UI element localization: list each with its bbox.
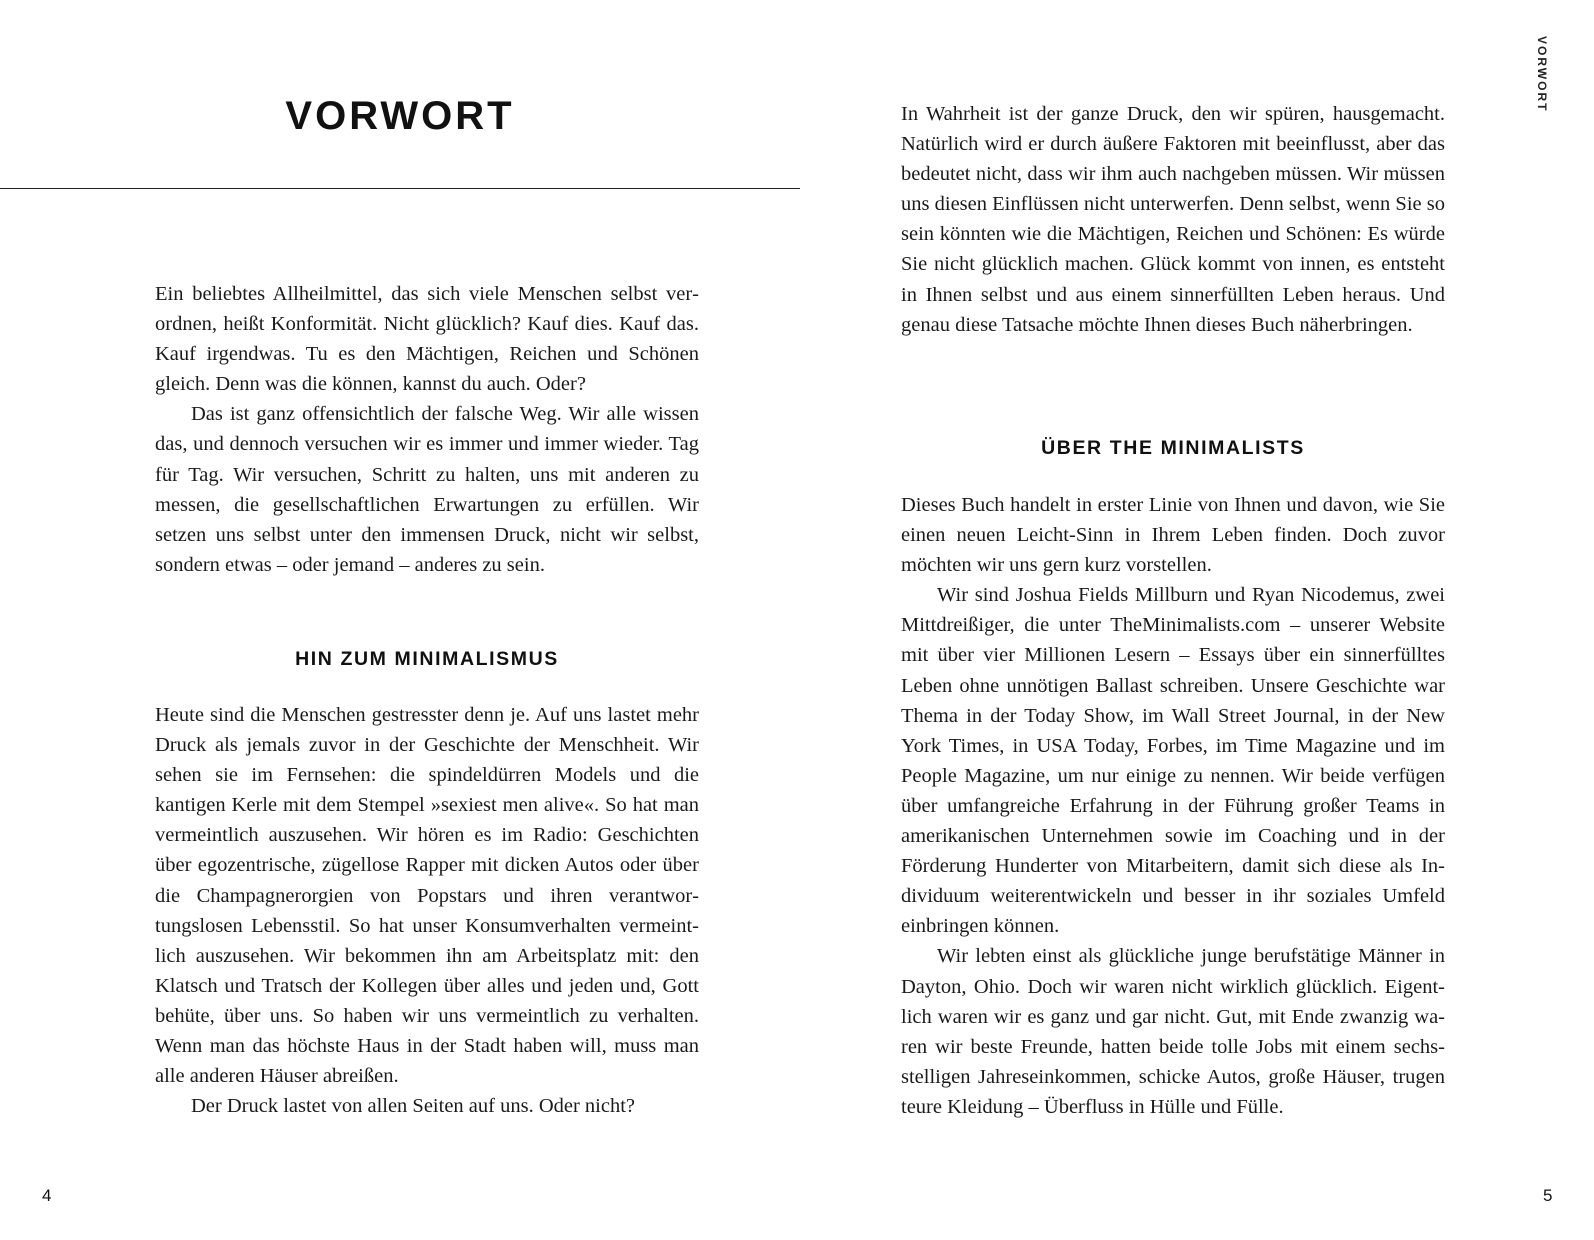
page-number-left: 4	[42, 1186, 52, 1205]
section-heading-minimalismus: HIN ZUM MINIMALISMUS	[295, 648, 559, 670]
chapter-title: VORWORT	[285, 94, 515, 138]
page-number-right: 5	[1543, 1186, 1553, 1205]
right-section-text	[901, 490, 1445, 1122]
paragraph: Ein beliebtes Allheilmittel, das sich viele Menschen selbst verordnen, heißt Konformität. Nicht glücklich? Kauf dies. Kauf das. Kauf irgendwas. Tu es den Mächtigen, Reichen und Schönen gleich. Denn was die können, kannst du auch. Oder?	[155, 283, 699, 396]
paragraph: Dieses Buch handelt in erster Linie von Ihnen und davon, wie Sie einen neuen Leicht-Sinn in Ihrem Leben finden. Doch zuvor möchten wir uns gern kurz vorstellen.	[901, 494, 1445, 577]
paragraph: In Wahrheit ist der ganze Druck, den wir spüren, hausgemacht. Natürlich wird er durch äußere Faktoren mit beeinflusst, aber das bedeutet nicht, dass wir ihm auch nachgeben müssen. Wir müssen uns diesen Einflüssen nicht unterwerfen. Denn selbst, wenn Sie so sein könnten wie die Mächtigen, Reichen und Schönen: Es würde Sie nicht glücklich machen. Glück kommt von innen, es entsteht in Ihnen selbst und aus einem sinnerfüllten Leben heraus. Und genau diese Tatsache möchte Ihnen dieses Buch näherbringen.	[901, 103, 1445, 336]
paragraph: Wir lebten einst als glückliche junge berufstätige Männer in Dayton, Ohio. Doch wir waren nicht wirklich glücklich. Eigentlich waren wir es ganz und gar nicht. Gut, mit Ende zwanzig waren wir beste Freunde, hatten beide tolle Jobs mit einem sechsstelligen Jahreseinkommen, schicke Autos, große Häuser, trugen teure Kleidung – Überfluss in Hülle und Fülle.	[901, 945, 1445, 1118]
title-rule	[0, 188, 800, 189]
paragraph: Das ist ganz offensichtlich der falsche Weg. Wir alle wissen das, und dennoch versuchen wir es immer und immer wieder. Tag für Tag. Wir versuchen, Schritt zu halten, uns mit anderen zu messen, die gesellschaftlichen Erwartungen zu erfüllen. Wir setzen uns selbst unter den immensen Druck, nicht wir selbst, sondern etwas – oder jemand – anderes zu sein.	[155, 403, 699, 576]
left-intro-text	[155, 279, 699, 580]
right-intro-text	[901, 99, 1445, 340]
running-head: VORWORT	[1535, 36, 1549, 113]
section-heading-minimalists: ÜBER THE MINIMALISTS	[1041, 437, 1305, 459]
paragraph: Der Druck lastet von allen Seiten auf uns. Oder nicht?	[191, 1095, 636, 1118]
paragraph: Heute sind die Menschen gestresster denn je. Auf uns lastet mehr Druck als jemals zuvor in der Geschichte der Menschheit. Wir sehen sie im Fernsehen: die spindeldürren Models und die kantigen Kerle mit dem Stempel »sexiest men alive«. So hat man vermeintlich auszusehen. Wir hören es im Radio: Geschichten über egozentrische, zügellose Rapper mit dicken Autos oder über die Champagnerorgien von Popstars und ihren verantwortungslosen Lebensstil. So hat unser Konsumverhalten vermeintlich auszusehen. Wir bekommen ihn am Arbeitsplatz mit: den Klatsch und Tratsch der Kollegen über alles und jeden und, Gott behüte, über uns. So haben wir uns vermeintlich zu verhalten. Wenn man das höchste Haus in der Stadt haben will, muss man alle anderen Häuser abreißen.	[155, 704, 699, 1088]
left-section-text	[155, 700, 699, 1121]
paragraph: Wir sind Joshua Fields Millburn und Ryan Nicodemus, zwei Mittdreißiger, die unter TheMinimalists.com – unserer Website mit über vier Millionen Lesern – Essays über ein sinnerfülltes Leben ohne unnötigen Ballast schreiben. Unsere Geschichte war Thema in der Today Show, im Wall Street Journal, in der New York Times, in USA Today, Forbes, im Time Magazine und im People Magazine, um nur einige zu nennen. Wir beide verfügen über umfangreiche Erfahrung in der Führung großer Teams in amerikanischen Unternehmen sowie im Coaching und in der Förderung Hunderter von Mitarbeitern, damit sich diese als Individuum weiterentwickeln und besser in ihr soziales Umfeld einbringen können.	[901, 584, 1445, 938]
